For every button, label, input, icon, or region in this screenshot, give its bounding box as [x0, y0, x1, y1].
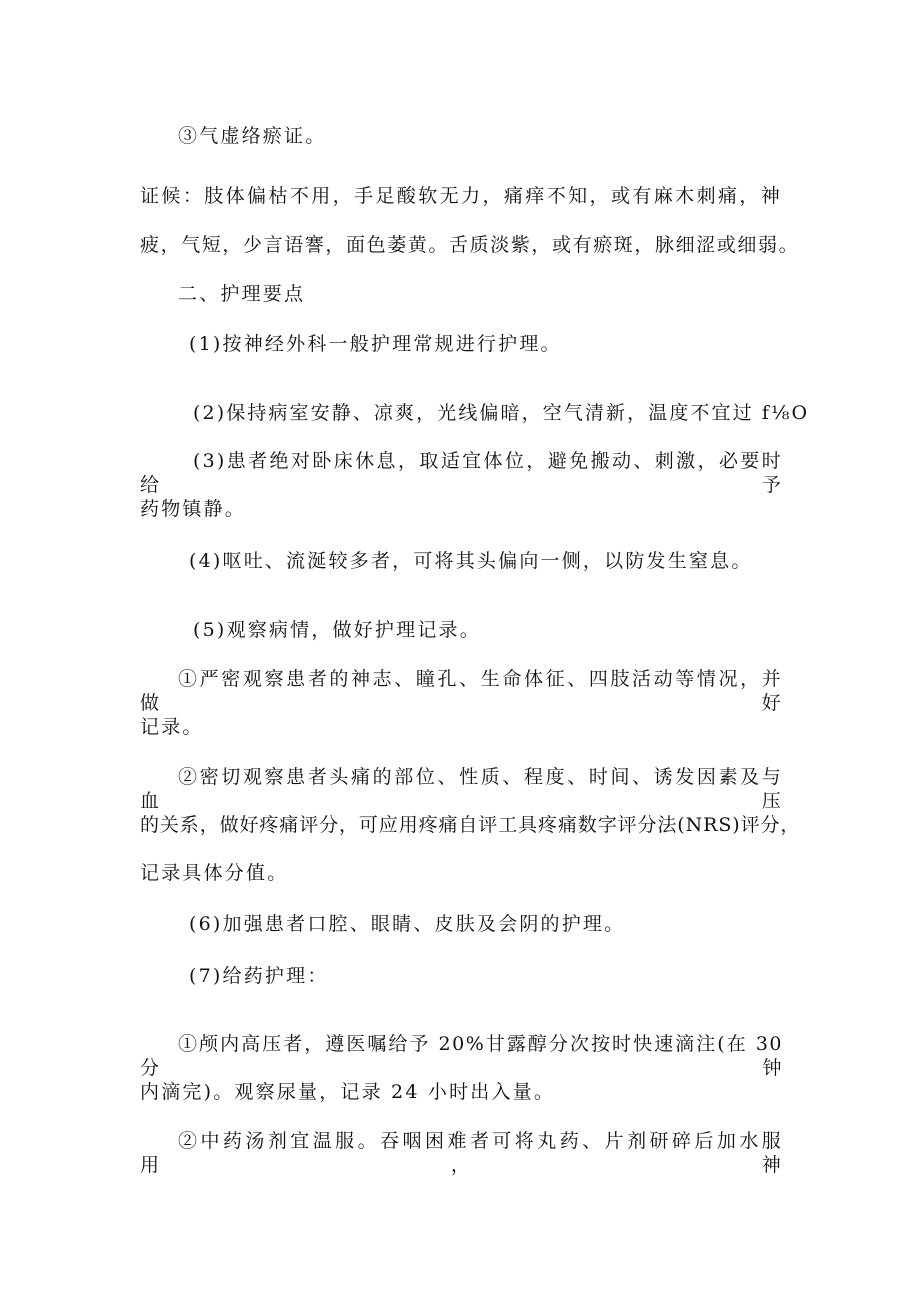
text-line: ②中药汤剂宜温服。吞咽困难者可将丸药、片剂研碎后加水服用，神: [140, 1130, 783, 1176]
text-line: ①严密观察患者的神志、瞳孔、生命体征、四肢活动等情况，并做好: [140, 668, 783, 714]
text-line: 记录。: [140, 716, 204, 738]
text-line: 内滴完)。观察尿量，记录 24 小时出入量。: [140, 1081, 556, 1103]
text-line: (2)保持病室安静、凉爽，光线偏暗，空气清新，温度不宜过 f⅛O: [193, 402, 810, 424]
text-line: 的关系，做好疼痛评分，可应用疼痛自评工具疼痛数字评分法(NRS)评分，: [140, 814, 801, 836]
text-line: ②密切观察患者头痛的部位、性质、程度、时间、诱发因素及与血压: [140, 766, 783, 812]
text-line: (3)患者绝对卧床休息，取适宜体位，避免搬动、刺激，必要时给予: [140, 450, 783, 496]
text-line: (1)按神经外科一般护理常规进行护理。: [189, 333, 562, 355]
text-line: (7)给药护理：: [189, 965, 329, 987]
text-line: 药物镇静。: [140, 498, 247, 520]
text-line: (5)观察病情，做好护理记录。: [193, 619, 481, 641]
text-line: ③气虚络瘀证。: [178, 125, 327, 147]
text-line: ①颅内高压者，遵医嘱给予 20%甘露醇分次按时快速滴注(在 30 分钟: [140, 1033, 783, 1079]
text-line: 证候：肢体偏枯不用，手足酸软无力，痛痒不知，或有麻木刺痛，神: [140, 185, 782, 207]
text-line: 疲，气短，少言语謇，面色萎黄。舌质淡紫，或有瘀斑，脉细涩或细弱。: [140, 234, 800, 256]
text-line: (6)加强患者口腔、眼睛、皮肤及会阴的护理。: [189, 913, 626, 935]
text-line: 记录具体分值。: [140, 862, 289, 884]
text-line: (4)呕吐、流涎较多者，可将其头偏向一侧，以防发生窒息。: [189, 550, 753, 572]
section-heading: 二、护理要点: [178, 283, 306, 305]
